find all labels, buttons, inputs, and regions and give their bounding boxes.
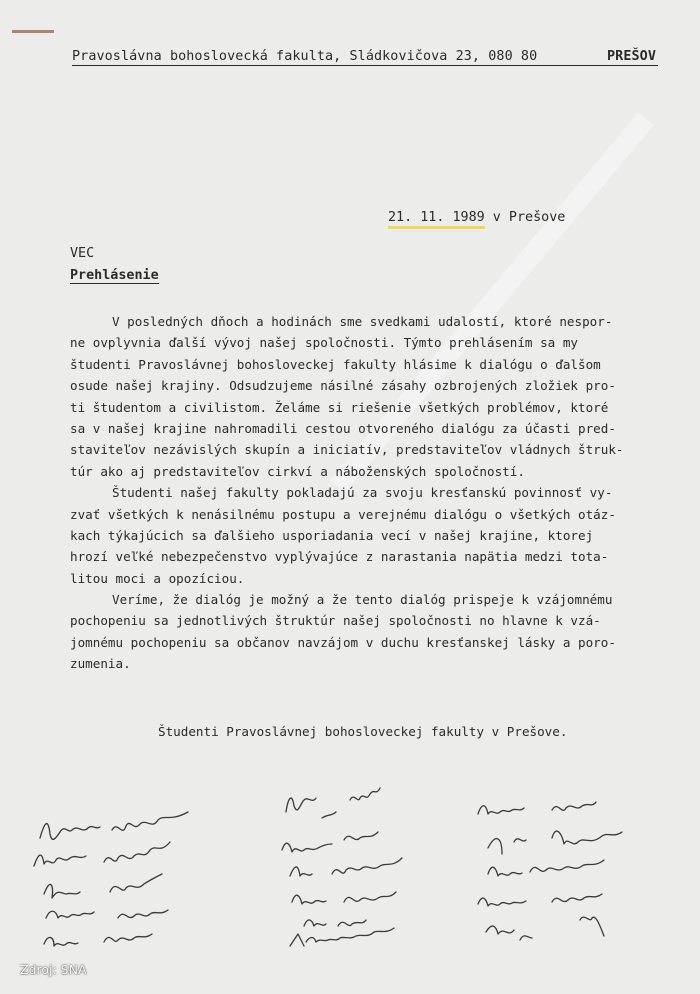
signature-9 bbox=[292, 892, 396, 904]
letterhead-institution: Pravoslávna bohoslovecká fakulta, Sládkovičova 23, 080 80 bbox=[72, 49, 538, 64]
body-line: jomnému pochopeniu sa občanov navzájom v duchu kresťanskej lásky a poro- bbox=[70, 634, 616, 650]
signature-3 bbox=[44, 874, 162, 898]
signature-14 bbox=[488, 860, 604, 876]
body-line: zvať všetkých k nenásilnému postupu a verejnému dialógu o všetkých otáz- bbox=[70, 506, 616, 522]
body-line: túr ako aj predstaviteľov cirkví a náboženských spoločností. bbox=[70, 463, 525, 479]
source-credit: Zdroj: SNA bbox=[20, 962, 87, 977]
body-line: staviteľov nezávislých skupín a iniciatív, predstaviteľov vládnych štruk- bbox=[70, 442, 624, 458]
body-line: osude našej krajiny. Odsudzujeme násilné zásahy ozbrojených zložiek pro- bbox=[70, 378, 616, 394]
body-line: hrozí veľké nebezpečenstvo vyplývajúce z narastania napätia medzi tota- bbox=[70, 549, 609, 565]
signature-7 bbox=[282, 832, 378, 852]
body-line: kach týkajúcich sa ďalšieho usporiadania vecí v našej krajine, ktorej bbox=[70, 527, 594, 543]
signature-8 bbox=[290, 858, 402, 876]
date-text: 21. 11. 1989 bbox=[388, 210, 485, 229]
body-line: sa v našej krajine nahromadili cestou otvoreného dialógu za účasti pred- bbox=[70, 420, 616, 436]
date-place: v Prešove bbox=[484, 210, 566, 225]
signature-16 bbox=[486, 917, 604, 940]
body-line: ne ovplyvnia ďalší vývoj našej spoločnosti. Týmto prehlásením sa my bbox=[70, 335, 578, 351]
signature-10 bbox=[304, 920, 366, 926]
signature-5 bbox=[44, 934, 152, 946]
signature-12 bbox=[478, 802, 596, 814]
body-line: Veríme, že dialóg je možný a že tento dialóg prispeje k vzájomnému bbox=[112, 592, 613, 608]
body-line: litou moci a opozíciou. bbox=[70, 570, 245, 586]
signature-15 bbox=[478, 894, 602, 906]
signature-11 bbox=[290, 928, 394, 946]
body-line: ti študentom a civilistom. Želáme si riešenie všetkých problémov, ktoré bbox=[70, 399, 609, 415]
signature-2 bbox=[34, 842, 170, 866]
body-line: zumenia. bbox=[70, 656, 131, 672]
body-line: študenti Pravoslávnej bohosloveckej fakulty hlásime k dialógu o ďalšom bbox=[70, 356, 601, 372]
signature-13 bbox=[488, 831, 622, 854]
vec-label: VEC bbox=[70, 246, 95, 261]
subject-heading: Prehlásenie bbox=[70, 268, 159, 283]
body-line: Študenti našej fakulty pokladajú za svoju kresťanskú povinnosť vy- bbox=[112, 485, 613, 501]
letterhead-city: PREŠOV bbox=[607, 49, 656, 64]
body-line: V posledných dňoch a hodinách sme svedkami udalostí, ktoré nespor- bbox=[112, 314, 613, 329]
body-line: pochopeniu sa jednotlivých štruktúr našej spoločnosti no hlavne k vzá- bbox=[70, 613, 601, 629]
signature-6 bbox=[286, 788, 380, 818]
signature-1 bbox=[40, 812, 188, 839]
signoff: Študenti Pravoslávnej bohosloveckej fakulty v Prešove. bbox=[158, 724, 568, 739]
signature-4 bbox=[46, 910, 168, 918]
